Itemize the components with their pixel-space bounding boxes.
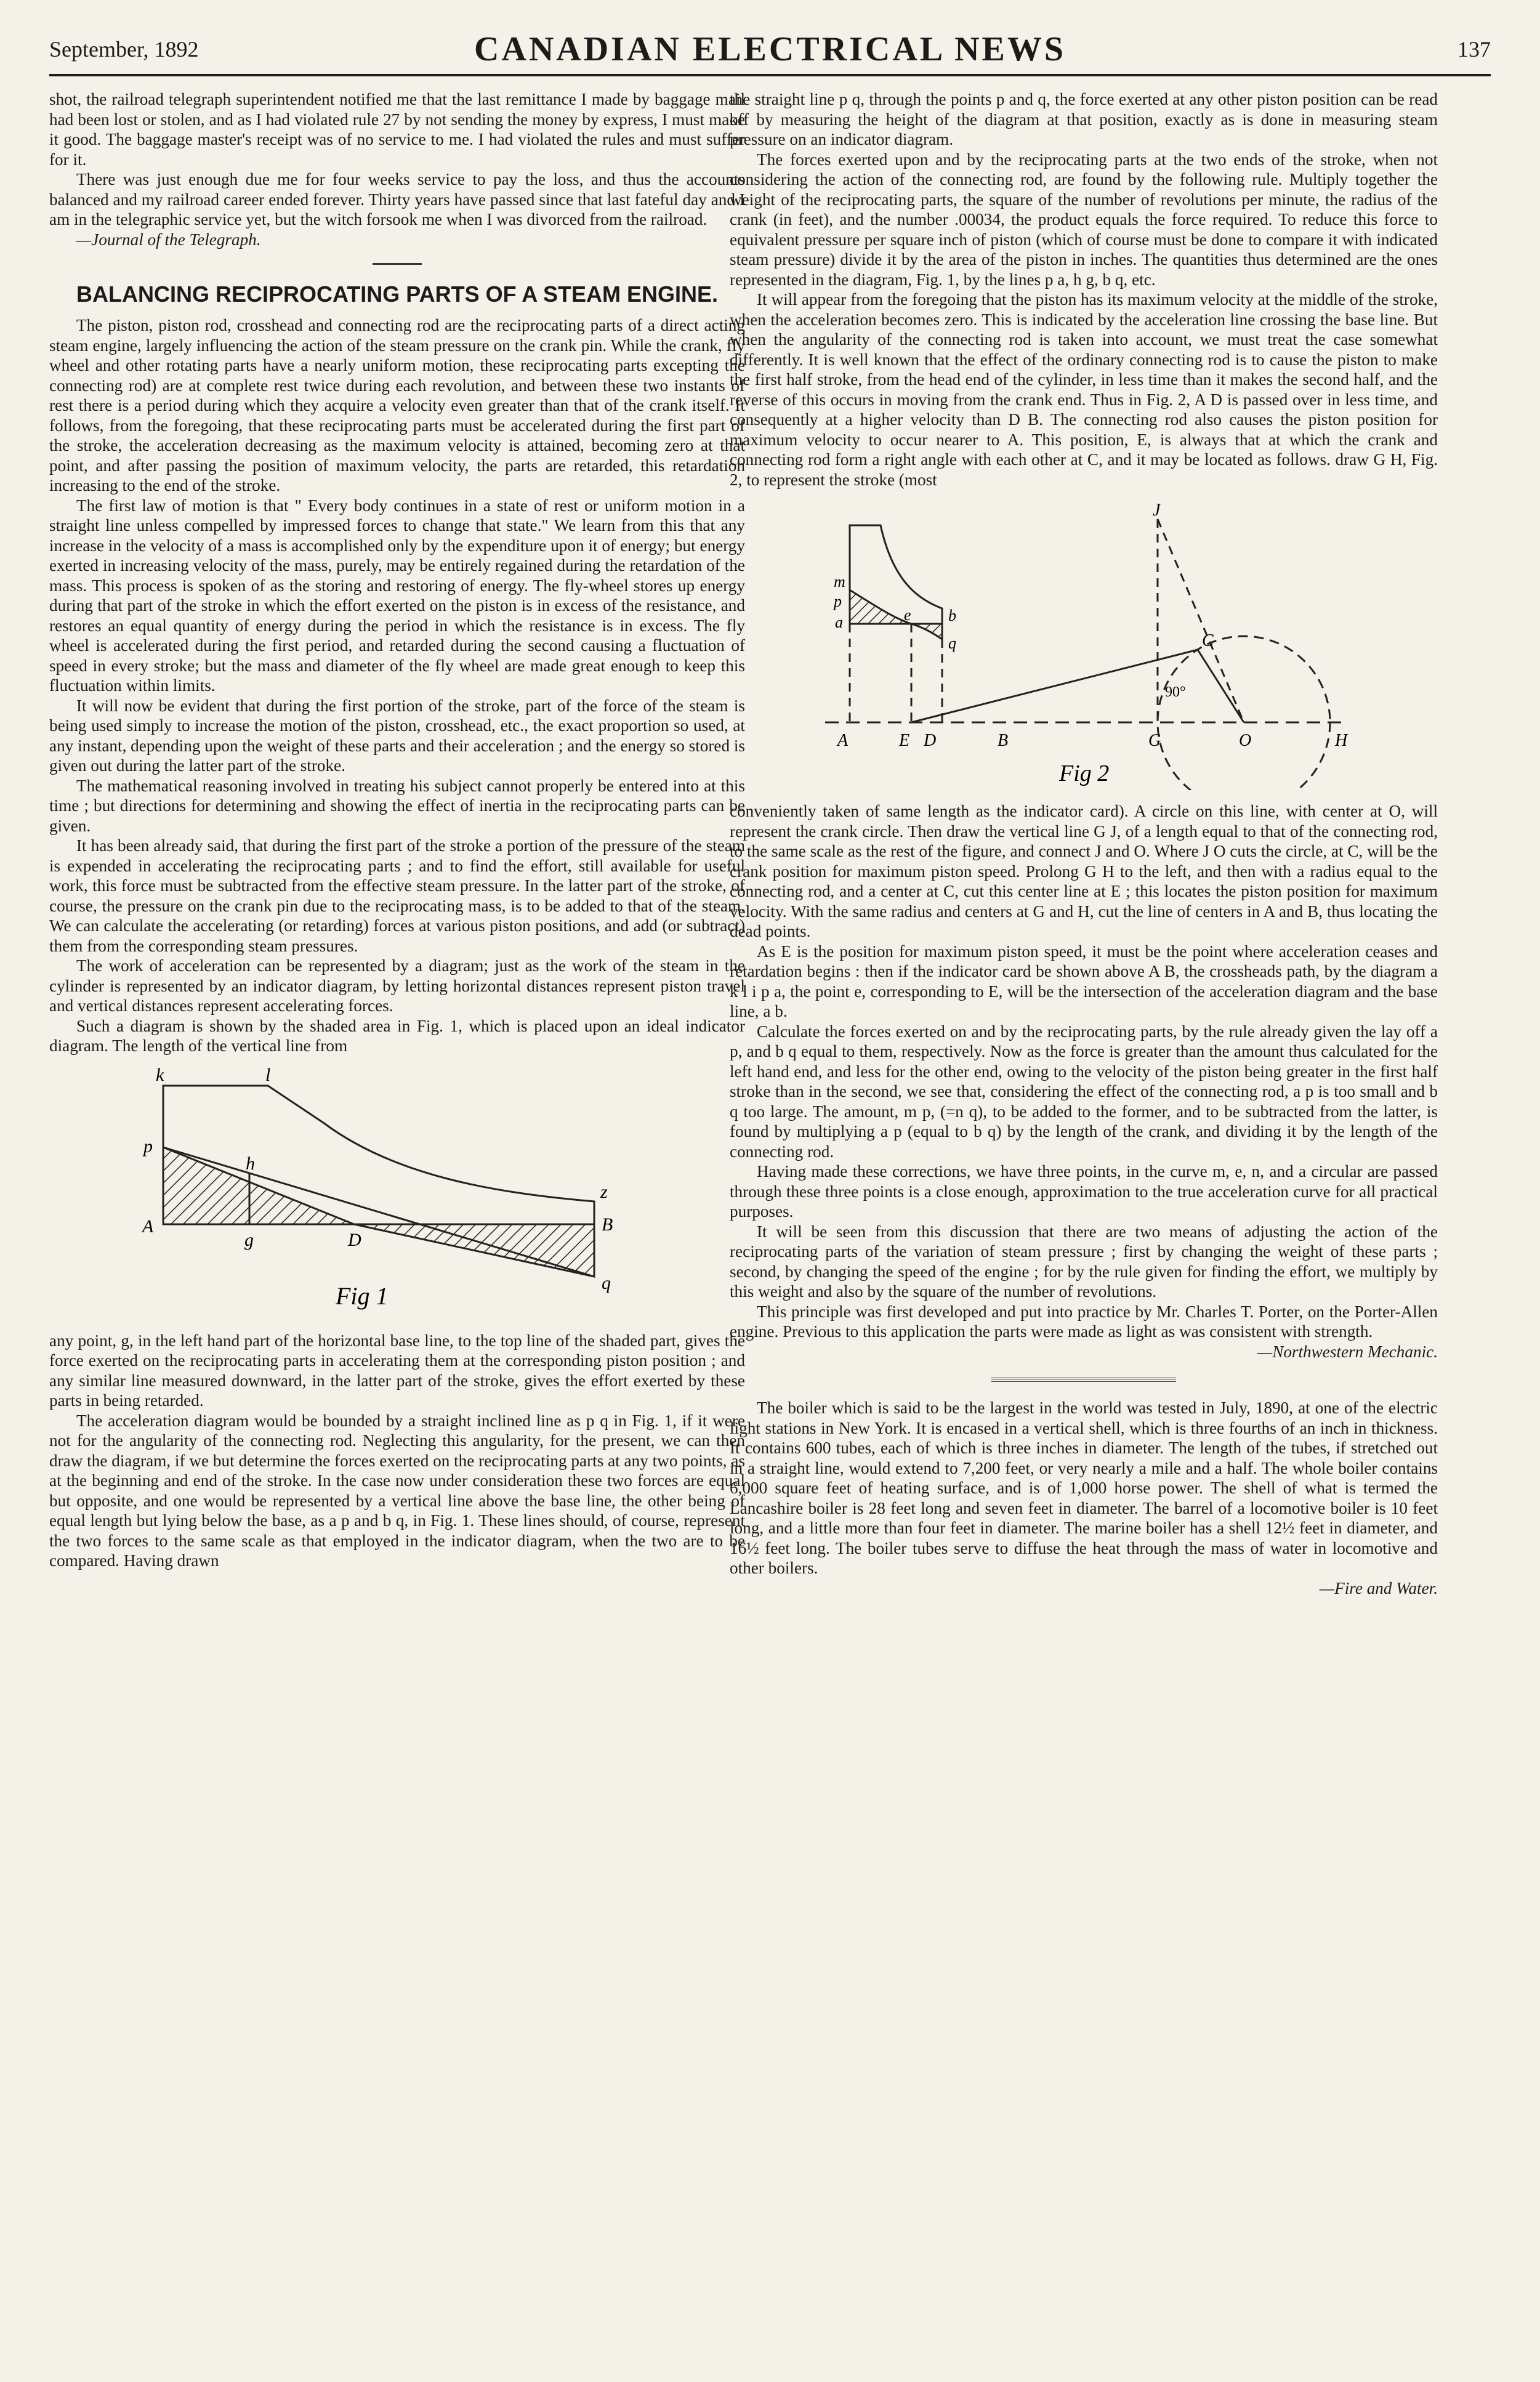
article-paragraph: Having made these corrections, we have three points, in the curve m, e, n, and a circular are passed through these three points is a close enough, approximation to the true acceleration curve for all practical purposes. (730, 1162, 1438, 1221)
fig2-label-D: D (924, 731, 937, 750)
fig2-crank-circle (1158, 636, 1330, 790)
fig2-label-C: C (1202, 631, 1214, 650)
fig2-angle-label: 90° (1165, 684, 1186, 700)
fig1-label-B: B (602, 1214, 613, 1235)
article-title: BALANCING RECIPROCATING PARTS OF A STEAM ENGINE. (76, 281, 718, 307)
article-paragraph: Such a diagram is shown by the shaded area in Fig. 1, which is placed upon an ideal indicator diagram. The length of the vertical line from (49, 1016, 745, 1055)
article-paragraph: It has been already said, that during the first part of the stroke a portion of the pressure of the steam is expended in accelerating the reciprocating parts ; and to find the effort, still available for useful work, this force must be subtracted from the effective steam pressure. In the latter part of the stroke, of course, the pressure on the crank pin due to the reciprocating mass, is to be added to that of the steam. We can calculate the accelerating (or retarding) forces at various piston positions, and add (or subtract) them from the corresponding steam pressures. (49, 836, 745, 955)
intro-paragraph: There was just enough due me for four weeks service to pay the loss, and thus the accounts balanced and my railroad career ended forever. Thirty years have passed since that last fateful day and I am in the telegraphic service yet, but the witch forsook me when I was divorced from the railroad. (49, 170, 745, 228)
fig2-label-q: q (948, 634, 956, 652)
fig1-label-p: p (143, 1136, 153, 1157)
article-paragraph: The forces exerted upon and by the reciprocating parts at the two ends of the stroke, when not considering the action of the connecting rod, are found by the following rule. Multiply together the weight of the reciprocating parts, the square of the number of revolutions per minute, the radius of the crank (in feet), and the number .00034, the product equals the force required. To reduce this force to equivalent pressure per square inch of piston (which of course must be done to compare it with indicated steam pressure) divide it by the area of the piston in inches. The quantities thus determined are the ones represented in the diagram, Fig. 1, by the lines p a, h g, b q, etc. (730, 150, 1438, 289)
article-paragraph: The first law of motion is that " Every body continues in a state of rest or uniform motion in a straight line unless compelled by impressed forces to change that state." We learn from this that any increase in the velocity of a mass is accomplished only by the expenditure upon it of energy; but energy exerted in increasing velocity of the mass, purely, may be entirely regained during the retardation of the mass. This process is spoken of as the storing and restoring of energy. The fly-wheel stores up energy during that part of the stroke in which the effort exerted on the piston is in excess of the resistance, and restores an equal quantity of energy during the period in which the resistance is in excess. The fly wheel is accelerated during the first period, and retarded during the second causing a fluctuation of speed in every stroke; but the mass and diameter of the fly wheel are made great enough to keep this fluctuation within limits. (49, 496, 745, 695)
article-paragraph: The work of acceleration can be represented by a diagram; just as the work of the steam in the cylinder is represented by an indicator diagram, by letting horizontal distances represent piston travel and vertical distances represent accelerating forces. (49, 956, 745, 1015)
article-paragraph: The mathematical reasoning involved in treating his subject cannot properly be entered into at this time ; but directions for determining and showing the effect of inertia in the reciprocating parts can be given. (49, 776, 745, 835)
fig2-label-m: m (834, 573, 845, 591)
figure-1-diagram (120, 1067, 674, 1320)
fig2-label-H: H (1335, 731, 1348, 750)
article-source: —Northwestern Mechanic. (1257, 1342, 1438, 1361)
fig2-crank-arm (1198, 650, 1244, 722)
page-number: 137 (1457, 37, 1491, 62)
fig2-label-J: J (1153, 501, 1161, 520)
issue-date: September, 1892 (49, 37, 199, 62)
fig2-label-e: e (904, 606, 911, 624)
fig2-label-O: O (1239, 731, 1252, 750)
article-paragraph: It will be seen from this discussion that there are two means of adjusting the action of the reciprocating parts of the variation of steam pressure ; first by changing the weight of these parts ; second, by changing the speed of the engine ; for by the rule given for finding the effort, we multiply by this weight and also by the square of the number of revolutions. (730, 1222, 1438, 1301)
article-paragraph: The piston, piston rod, crosshead and connecting rod are the reciprocating parts of a direct acting steam engine, largely influencing the action of the steam pressure on the crank pin. While the crank, fly wheel and other rotating parts have a nearly uniform motion, these reciprocating parts excepting the connecting rod) are at complete rest twice during each revolution, and between these two instants of rest there is a period during which they acquire a velocity even greater than that of the crank itself. It follows, from the foregoing, that these reciprocating parts must be accelerated during the first part of the stroke, the acceleration decreasing as the maximum velocity is attained, becoming zero at that point, and after passing the position of maximum velocity, the parts are retarded, this retardation increasing to the end of the stroke. (49, 316, 745, 495)
fig1-label-A: A (142, 1216, 154, 1237)
intro-paragraph: shot, the railroad telegraph superintendent notified me that the last remittance I made by baggage mail had been lost or stolen, and as I had violated rule 27 by not sending the money by express, I must make it good. The baggage master's receipt was of no service to me. I had violated the rules and must suffer for it. (49, 90, 745, 169)
fig2-label-G: G (1148, 731, 1161, 750)
page-header (49, 25, 1491, 76)
fig1-label-l: l (265, 1067, 271, 1085)
article-paragraph: conveniently taken of same length as the indicator card). A circle on this line, with center at O, will represent the crank circle. Then draw the vertical line G J, of a length equal to that of the connecting rod, to the same scale as the rest of the figure, and connect J and O. Where J O cuts the circle, at C, will be the crank position for maximum piston speed. Prolong G H to the left, and then with a radius equal to the connecting rod, and a center at C, cut this center line at E ; this locates the piston position for maximum velocity. With the same radius and centers at G and H, cut the line of centers in A and B, thus locating the dead points. (730, 802, 1438, 940)
article-paragraph: It will now be evident that during the first portion of the stroke, part of the force of the steam is being used simply to increase the motion of the piston, crosshead, etc., the exact proportion so used, at any instant, depending upon the weight of these parts and their acceleration ; and the energy so stored is given out during the latter part of the stroke. (49, 696, 745, 775)
fig2-acceleration-area (850, 590, 911, 624)
fig2-label-E: E (899, 731, 910, 750)
acceleration-area (163, 1147, 354, 1224)
intro-source: —Journal of the Telegraph. (76, 230, 261, 249)
fig2-label-a: a (835, 613, 843, 631)
fig1-label-h: h (246, 1153, 255, 1174)
fig2-retardation-area (911, 624, 942, 639)
article-paragraph: Calculate the forces exerted on and by the reciprocating parts, by the rule already given the lay off a p, and b q equal to them, respectively. Now as the force is greater than the amount thus calculated for the left hand end, and less for the other end, owing to the velocity of the piston being greater in the first half stroke than in the second, we see that, considering the effect of the connecting rod, a p is too small and b q too large. The amount, m p, (=n q), to be added to the former, and to be subtracted from the latter, is found by multiplying a p (equal to b q) by the length of the crank, and dividing it by the length of the connecting rod. (730, 1022, 1438, 1161)
fig2-label-b: b (948, 607, 956, 624)
right-column (730, 89, 1438, 1598)
article-paragraph: The acceleration diagram would be bounded by a straight inclined line as p q in Fig. 1, if it were not for the angularity of the connecting rod. Neglecting this angularity, for the present, we can then draw the diagram, if we but determine the forces exerted on the reciprocating parts at any two points, as at the beginning and end of the stroke. In the case now under consideration these two forces are equal but opposite, and one would be represented by a vertical line above the base line, the other being of equal length but lying below the base, as a p and b q, in Fig. 1. These lines should, of course, represent the two forces to the same scale as that employed in the indicator diagram, when the two are to be compared. Having drawn (49, 1411, 745, 1570)
fig1-label-g: g (244, 1229, 254, 1250)
fig1-label-z: z (600, 1181, 608, 1202)
retardation-area (354, 1224, 594, 1277)
masthead-title: CANADIAN ELECTRICAL NEWS (474, 30, 1066, 68)
fig2-label-B: B (998, 731, 1009, 750)
fig2-label-p: p (834, 592, 842, 610)
left-column (49, 89, 745, 1571)
fig2-connecting-rod (911, 650, 1198, 722)
article-paragraph: This principle was first developed and put into practice by Mr. Charles T. Porter, on the Porter-Allen engine. Previous to this application the parts were made as light as was consistent with strength. (730, 1302, 1438, 1341)
section-divider (373, 263, 422, 265)
boiler-paragraph: The boiler which is said to be the largest in the world was tested in July, 1890, at one of the electric light stations in New York. It is encased in a vertical shell, which is three fourths of an inch in thickness. It contains 600 tubes, each of which is three inches in diameter. The length of the tubes, if stretched out in a straight line, would extend to 7,200 feet, or very nearly a mile and a half. The whole boiler contains 6,000 square feet of heating surface, and is of 1,000 horse power. The shell of what is termed the Lancashire boiler is 28 feet long and seven feet in diameter. The barrel of a locomotive boiler is 10 feet long, and a little more than four feet in diameter. The marine boiler has a shell 12½ feet in diameter, and 16½ feet long. The boiler tubes serve to diffuse the heat through the mass of water in locomotive and other boilers. (730, 1399, 1438, 1577)
boiler-source: —Fire and Water. (1319, 1578, 1438, 1597)
fig2-caption: Fig 2 (1059, 761, 1110, 786)
article-paragraph: As E is the position for maximum piston speed, it must be the point where acceleration ceases and retardation begins : then if the indicator card be shown above A B, the crossheads path, by the diagram a k l i p a, the point e, corresponding to E, will be the intersection of the acceleration diagram and the base line, a b. (730, 942, 1438, 1020)
article-paragraph: the straight line p q, through the points p and q, the force exerted at any other piston position can be read off by measuring the height of the diagram at that position, exactly as is done in measuring steam pressure on an indicator diagram. (730, 90, 1438, 148)
figure-2-diagram (813, 501, 1355, 790)
fig1-label-k: k (156, 1067, 164, 1085)
fig2-label-A: A (837, 731, 849, 750)
fig1-label-q: q (602, 1272, 611, 1293)
article-paragraph: any point, g, in the left hand part of the horizontal base line, to the top line of the shaded part, gives the force exerted on the reciprocating parts in accelerating them at the corresponding piston position ; and any similar line measured downward, in the latter part of the stroke, gives the effort exerted by these parts in being retarded. (49, 1331, 745, 1410)
section-divider (991, 1378, 1176, 1382)
article-paragraph: It will appear from the foregoing that the piston has its maximum velocity at the middle of the stroke, when the acceleration becomes zero. This is indicated by the acceleration line crossing the base line. But when the angularity of the connecting rod is taken into account, we must treat the case somewhat differently. It is well known that the effect of the ordinary connecting rod is to cause the piston to make the first half stroke, from the head end of the cylinder, in less time than it makes the second half, and the reverse of this occurs in moving from the crank end. Thus in Fig. 2, A D is passed over in less time, and consequently at a higher velocity than D B. The connecting rod also causes the piston position for maximum velocity to occur nearer to A. This position, E, is always that at which the crank and connecting rod form a right angle with each other at C, and it may be located as follows. draw G H, Fig. 2, to represent the stroke (most (730, 290, 1438, 489)
fig1-caption: Fig 1 (336, 1282, 389, 1310)
fig1-label-D: D (348, 1229, 361, 1250)
